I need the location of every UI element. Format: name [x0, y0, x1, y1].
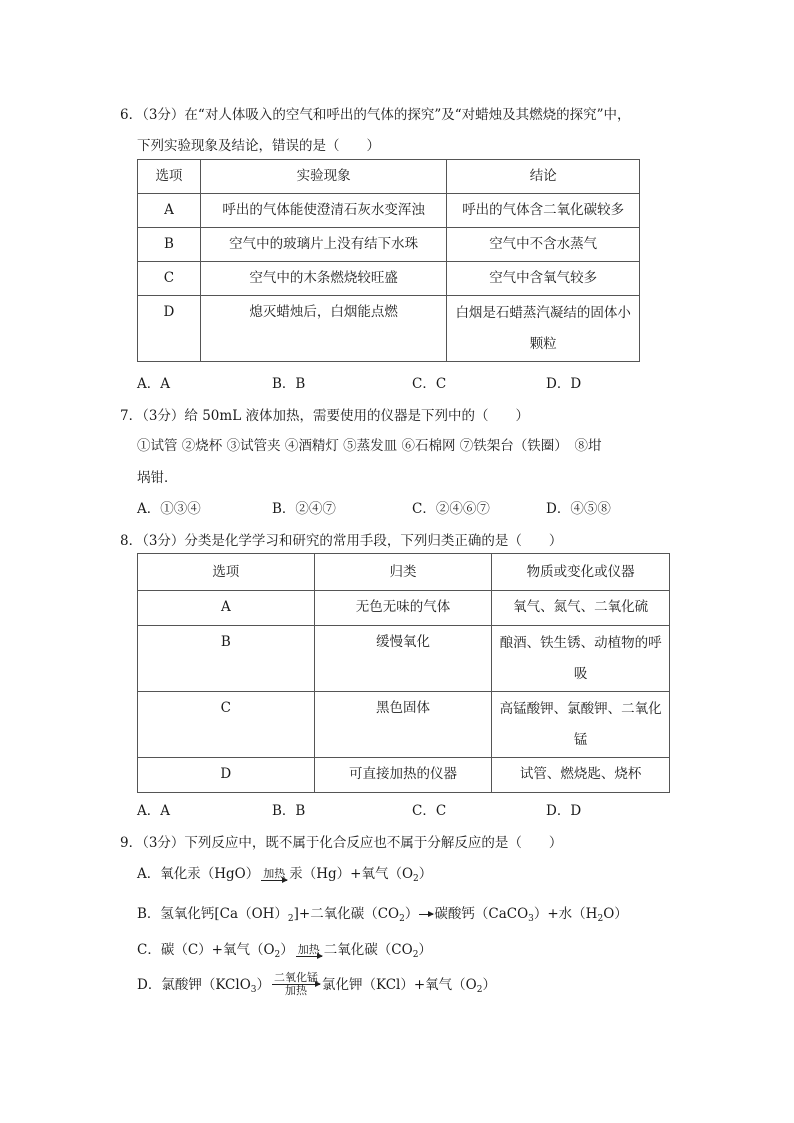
table-cell: 无色无味的气体 [314, 591, 492, 626]
q9-option-b [137, 902, 628, 924]
table-row [138, 758, 670, 793]
table-cell: C [138, 692, 315, 758]
subscript: 2 [597, 914, 604, 924]
table-header-cell: 归类 [314, 554, 492, 591]
table-row [138, 194, 640, 228]
reaction-condition-arrow [296, 944, 322, 957]
subscript: 2 [412, 950, 419, 960]
table-header-cell: 实验现象 [200, 160, 447, 194]
table-cell: 氧气、氮气、二氧化硫 [492, 591, 670, 626]
q9-option-a [137, 862, 432, 884]
condition-label: 加热 [297, 943, 320, 956]
table-cell: 熄灭蜡烛后，白烟能点燃 [200, 296, 447, 362]
subscript: 2 [413, 874, 419, 884]
subscript: 3 [250, 985, 257, 995]
condition-label-top: 二氧化锰 [274, 971, 318, 984]
table-cell: 缓慢氧化 [314, 626, 492, 692]
q9-b-reactant2: ]+二氧化碳（CO [293, 906, 400, 922]
q7-option-c: C．②④⑥⑦ [412, 501, 490, 517]
table-header-cell: 选项 [138, 160, 201, 194]
q9-c-end: ） [418, 942, 432, 958]
table-cell: B [138, 228, 201, 262]
q6-stem-line2: 下列实验现象及结论，错误的是（ ） [137, 138, 380, 154]
table-row [138, 228, 640, 262]
table-row [138, 626, 670, 692]
table-cell: 酿酒、铁生锈、动植物的呼吸 [492, 626, 670, 692]
q9-option-c [137, 938, 432, 960]
subscript: 2 [274, 950, 281, 960]
q9-option-d [137, 972, 496, 997]
table-cell: D [138, 758, 315, 793]
q7-option-d: D．④⑤⑧ [546, 501, 611, 517]
table-cell: B [138, 626, 315, 692]
q9-b-product: 碳酸钙（CaCO [434, 906, 529, 922]
q9-c-reactant: C．碳（C）+氧气（O [137, 942, 275, 958]
table-cell: 空气中的木条燃烧较旺盛 [200, 262, 447, 296]
table-cell: 可直接加热的仪器 [314, 758, 492, 793]
q9-d-end: ） [482, 977, 496, 993]
q9-stem-line1: 9．（3分）下列反应中，既不属于化合反应也不属于分解反应的是（ ） [120, 835, 563, 851]
q9-b-product2-end: O） [603, 906, 628, 922]
q9-d-reactant: D．氯酸钾（KClO [137, 977, 251, 993]
subscript: 3 [528, 914, 534, 924]
table-row [138, 262, 640, 296]
condition-label: 加热 [263, 867, 286, 880]
table-header-row [138, 554, 670, 591]
table-row [138, 692, 670, 758]
q6-option-d: D．D [546, 376, 582, 392]
table-cell: C [138, 262, 201, 296]
table-header-cell: 物质或变化或仪器 [492, 554, 670, 591]
table-cell: D [138, 296, 201, 362]
q9-b-product2: ）+水（H [533, 906, 598, 922]
q8-option-b: B．B [272, 803, 306, 819]
subscript: 2 [287, 914, 294, 924]
q8-table [137, 553, 670, 793]
table-cell: 空气中的玻璃片上没有结下水珠 [200, 228, 447, 262]
table-cell: 空气中含氧气较多 [447, 262, 640, 296]
q7-stem-line3: 埚钳． [137, 470, 178, 486]
q9-a-reactant: A．氧化汞（HgO） [137, 866, 260, 882]
table-cell: 呼出的气体含二氧化碳较多 [447, 194, 640, 228]
subscript: 2 [399, 914, 405, 924]
table-row [138, 296, 640, 362]
table-cell: 高锰酸钾、氯酸钾、二氧化锰 [492, 692, 670, 758]
q6-option-c: C．C [412, 376, 447, 392]
condition-label-bottom: 加热 [285, 984, 307, 997]
q9-b-reactant: B．氢氧化钙[Ca（OH） [137, 906, 288, 922]
reaction-arrow-icon [419, 914, 433, 915]
q7-stem-line1: 7．（3分）给 50mL 液体加热，需要使用的仪器是下列中的（ ） [120, 408, 529, 424]
q9-c-reactant-end: ） [280, 942, 294, 958]
q8-option-c: C．C [412, 803, 447, 819]
q7-option-a: A．①③④ [137, 501, 201, 517]
q9-d-reactant-end: ） [256, 977, 270, 993]
reaction-condition-arrow [261, 868, 287, 881]
q7-option-b: B．②④⑦ [272, 501, 336, 517]
table-header-cell: 结论 [447, 160, 640, 194]
table-cell: A [138, 194, 201, 228]
q6-option-a: A．A [137, 376, 170, 392]
q8-option-d: D．D [546, 803, 582, 819]
q9-d-product: 氯化钾（KCl）+氧气（O [322, 977, 477, 993]
q6-option-b: B．B [272, 376, 306, 392]
table-cell: 空气中不含水蒸气 [447, 228, 640, 262]
q9-c-product: 二氧化碳（CO [323, 942, 413, 958]
reaction-condition-arrow [272, 972, 320, 997]
table-cell: 黑色固体 [314, 692, 492, 758]
q9-b-reactant2-end: ） [404, 906, 419, 922]
q8-option-a: A．A [137, 803, 170, 819]
q6-table [137, 159, 640, 362]
q7-stem-line2: ①试管 ②烧杯 ③试管夹 ④酒精灯 ⑤蒸发皿 ⑥石棉网 ⑦铁架台（铁圈） ⑧坩 [137, 438, 602, 454]
table-header-cell: 选项 [138, 554, 315, 591]
q9-a-end: ） [418, 866, 433, 882]
subscript: 2 [476, 985, 483, 995]
table-header-row [138, 160, 640, 194]
table-cell: 呼出的气体能使澄清石灰水变浑浊 [200, 194, 447, 228]
q6-stem-line1: 6．（3分）在“对人体吸入的空气和呼出的气体的探究”及“对蜡烛及其燃烧的探究”中， [120, 107, 631, 123]
table-cell: A [138, 591, 315, 626]
table-cell: 白烟是石蜡蒸汽凝结的固体小颗粒 [447, 296, 640, 362]
table-cell: 试管、燃烧匙、烧杯 [492, 758, 670, 793]
q9-a-product: 汞（Hg）+氧气（O [289, 866, 414, 882]
table-row [138, 591, 670, 626]
q8-stem-line1: 8．（3分）分类是化学学习和研究的常用手段，下列归类正确的是（ ） [120, 533, 563, 549]
